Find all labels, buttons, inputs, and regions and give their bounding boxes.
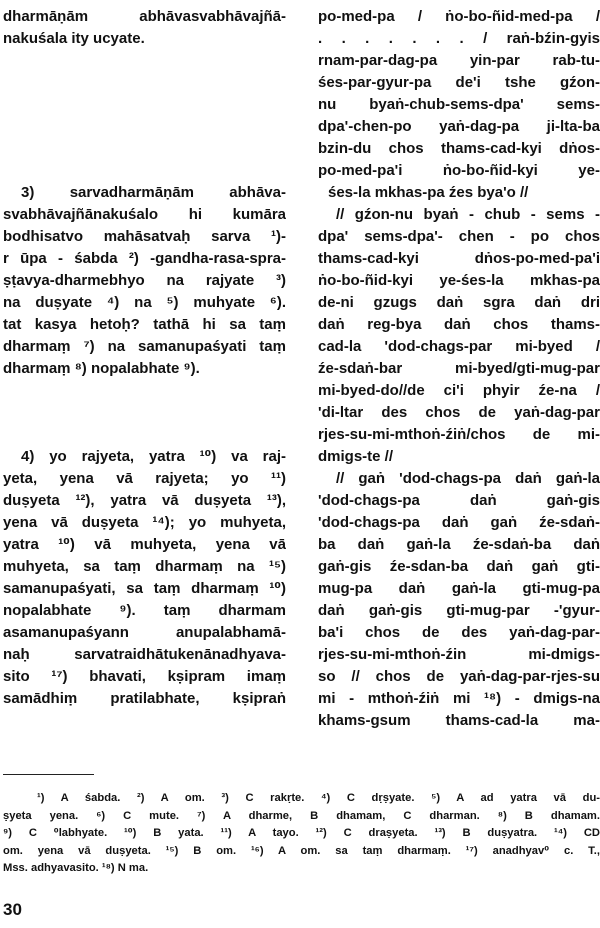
tibetan-block-1 [318, 6, 600, 204]
text-line: samādhiṃ pratilabhate, kṣipraṅ [3, 690, 286, 707]
text-line: dharmaṃ ⁸) nopalabhate ⁹). [3, 360, 200, 377]
left-column [3, 6, 286, 710]
text-line: po-med-pa'i ṅo-bo-ñid-kyi ye- [318, 162, 600, 179]
sanskrit-block-1 [3, 6, 286, 50]
footnote-line: ⁹) C ⁰labhyate. ¹⁰) B yata. ¹¹) A tayo. ¹²) C draṣyeta. ¹³) B duṣyatra. ¹⁴) CD [3, 827, 600, 839]
text-line: naḥ sarvatraidhātukenānadhyava- [3, 646, 286, 663]
text-line: 'dod-chags-pa daṅ gaṅ źe-sdaṅ- [318, 514, 600, 531]
footnote-divider [3, 774, 94, 775]
text-line: mi - mthoṅ-źiṅ mi ¹⁸) - dmigs-na [318, 690, 600, 707]
text-line: nakuśala ity ucyate. [3, 30, 145, 47]
text-line: dmigs-te // [318, 448, 394, 465]
text-line: rjes-su-mi-mthoṅ-źin mi-dmigs- [318, 646, 600, 663]
text-line: na duṣyate ⁴) na ⁵) muhyate ⁶). [3, 294, 286, 311]
text-line: svabhāvajñānakuśalo hi kumāra [3, 206, 286, 223]
text-line: bodhisatvo mahāsatvaḥ sarva ¹)- [3, 228, 286, 245]
text-line: gaṅ-gis źe-sdan-ba daṅ gaṅ gti- [318, 558, 600, 575]
text-line: yena vā duṣyeta ¹⁴); yo muhyeta, [3, 514, 286, 531]
sanskrit-block-3 [3, 182, 286, 380]
text-line: so // chos de yaṅ-dag-par-rjes-su [318, 668, 600, 685]
text-line: źe-sdaṅ-bar mi-byed/gti-mug-par [318, 360, 600, 377]
text-line: khams-gsum thams-cad-la ma- [318, 712, 600, 729]
text-line: nu byaṅ-chub-sems-dpa' sems- [318, 96, 600, 113]
text-line: de-ni gzugs daṅ sgra daṅ dri [318, 294, 600, 311]
text-line: ṣṭavya-dharmebhyo na rajyate ³) [3, 272, 286, 289]
page-number: 30 [3, 900, 22, 919]
text-line: 'di-ltar des chos de yaṅ-dag-par [318, 404, 600, 421]
text-line: ba'i chos de des yaṅ-dag-par- [318, 624, 600, 641]
text-line: mug-pa daṅ gaṅ-la gti-mug-pa [318, 580, 600, 597]
text-line: daṅ reg-bya daṅ chos thams- [318, 316, 600, 333]
tibetan-block-3 [318, 468, 600, 732]
text-line: // gaṅ 'dod-chags-pa daṅ gaṅ-la [336, 470, 600, 487]
footnote-line: ṣyeta yena. ⁶) C mute. ⁷) A dharme, B dhamam, C dharman. ⁸) B dhamam. [3, 809, 600, 822]
text-line: bzin-du chos thams-cad-kyi dṅos- [318, 140, 600, 157]
text-line: asamanupaśyann anupalabhamā- [3, 624, 286, 641]
text-line: rjes-su-mi-mthoṅ-źiṅ/chos de mi- [318, 426, 600, 443]
text-line: 4) yo rajyeta, yatra ¹⁰) va raj- [21, 448, 286, 465]
text-line: dharmaṃ ⁷) na samanupaśyati taṃ [3, 338, 286, 355]
right-column [318, 6, 600, 732]
text-line: śes-la mkhas-pa źes bya'o // [328, 184, 529, 201]
text-line: yeta, yena vā rajyeta; yo ¹¹) [3, 470, 286, 487]
text-line: śes-par-gyur-pa de'i tshe gźon- [318, 74, 600, 91]
text-line: yatra ¹⁰) vā muhyeta, yena vā [3, 536, 286, 553]
text-line: muhyeta, sa taṃ dharmaṃ na ¹⁵) [3, 558, 286, 575]
text-line: 3) sarvadharmāṇām abhāva- [21, 184, 286, 201]
text-line: rnam-par-dag-pa yin-par rab-tu- [318, 52, 600, 69]
text-line: tat kasya hetoḥ? tathā hi sa taṃ [3, 316, 286, 333]
text-line: daṅ gaṅ-gis gti-mug-par -'gyur- [318, 602, 600, 619]
text-line: dharmāṇām abhāvasvabhāvajñā- [3, 8, 286, 25]
text-line: duṣyeta ¹²), yatra vā duṣyeta ¹³), [3, 492, 286, 509]
text-line: r ūpa - śabda ²) -gandha-rasa-spra- [3, 250, 286, 267]
text-line: samanupaśyati, sa taṃ dharmaṃ ¹⁰) [3, 580, 286, 597]
text-line: // gźon-nu byaṅ - chub - sems - [336, 206, 600, 223]
text-line: sito ¹⁷) bhavati, kṣipram imaṃ [3, 668, 286, 685]
text-line: po-med-pa / ṅo-bo-ñid-med-pa / [318, 8, 600, 25]
text-line: ba daṅ gaṅ-la źe-sdaṅ-ba daṅ [318, 536, 600, 553]
text-line: thams-cad-kyi dṅos-po-med-pa'i [318, 250, 600, 267]
sanskrit-block-4 [3, 446, 286, 710]
text-line: dpa'-chen-po yaṅ-dag-pa ji-lta-ba [318, 118, 600, 135]
text-line: nopalabhate ⁹). taṃ dharmam [3, 602, 286, 619]
text-line: mi-byed-do//de ci'i phyir źe-na / [318, 382, 600, 399]
text-line: ṅo-bo-ñid-kyi ye-śes-la mkhas-pa [318, 272, 600, 289]
text-line: cad-la 'dod-chags-par mi-byed / [318, 338, 600, 355]
footnote-line: om. yena vā duṣyeta. ¹⁵) B om. ¹⁶) A om. sa taṃ dharmaṃ. ¹⁷) anadhyav⁰ c. T., [3, 844, 600, 857]
text-line: 'dod-chags-pa daṅ gaṅ-gis [318, 492, 600, 509]
text-line: . . . . . . . / raṅ-bźin-gyis [318, 30, 600, 47]
footnotes [3, 790, 600, 878]
footnote-line: ¹) A śabda. ²) A om. ³) C rakṛte. ⁴) C dṛṣyate. ⁵) A ad yatra vā du- [37, 792, 600, 804]
footnote-line: Mss. adhyavasito. ¹⁸) N ma. [3, 862, 149, 874]
tibetan-block-2 [318, 204, 600, 468]
text-line: dpa' sems-dpa'- chen - po chos [318, 228, 600, 245]
